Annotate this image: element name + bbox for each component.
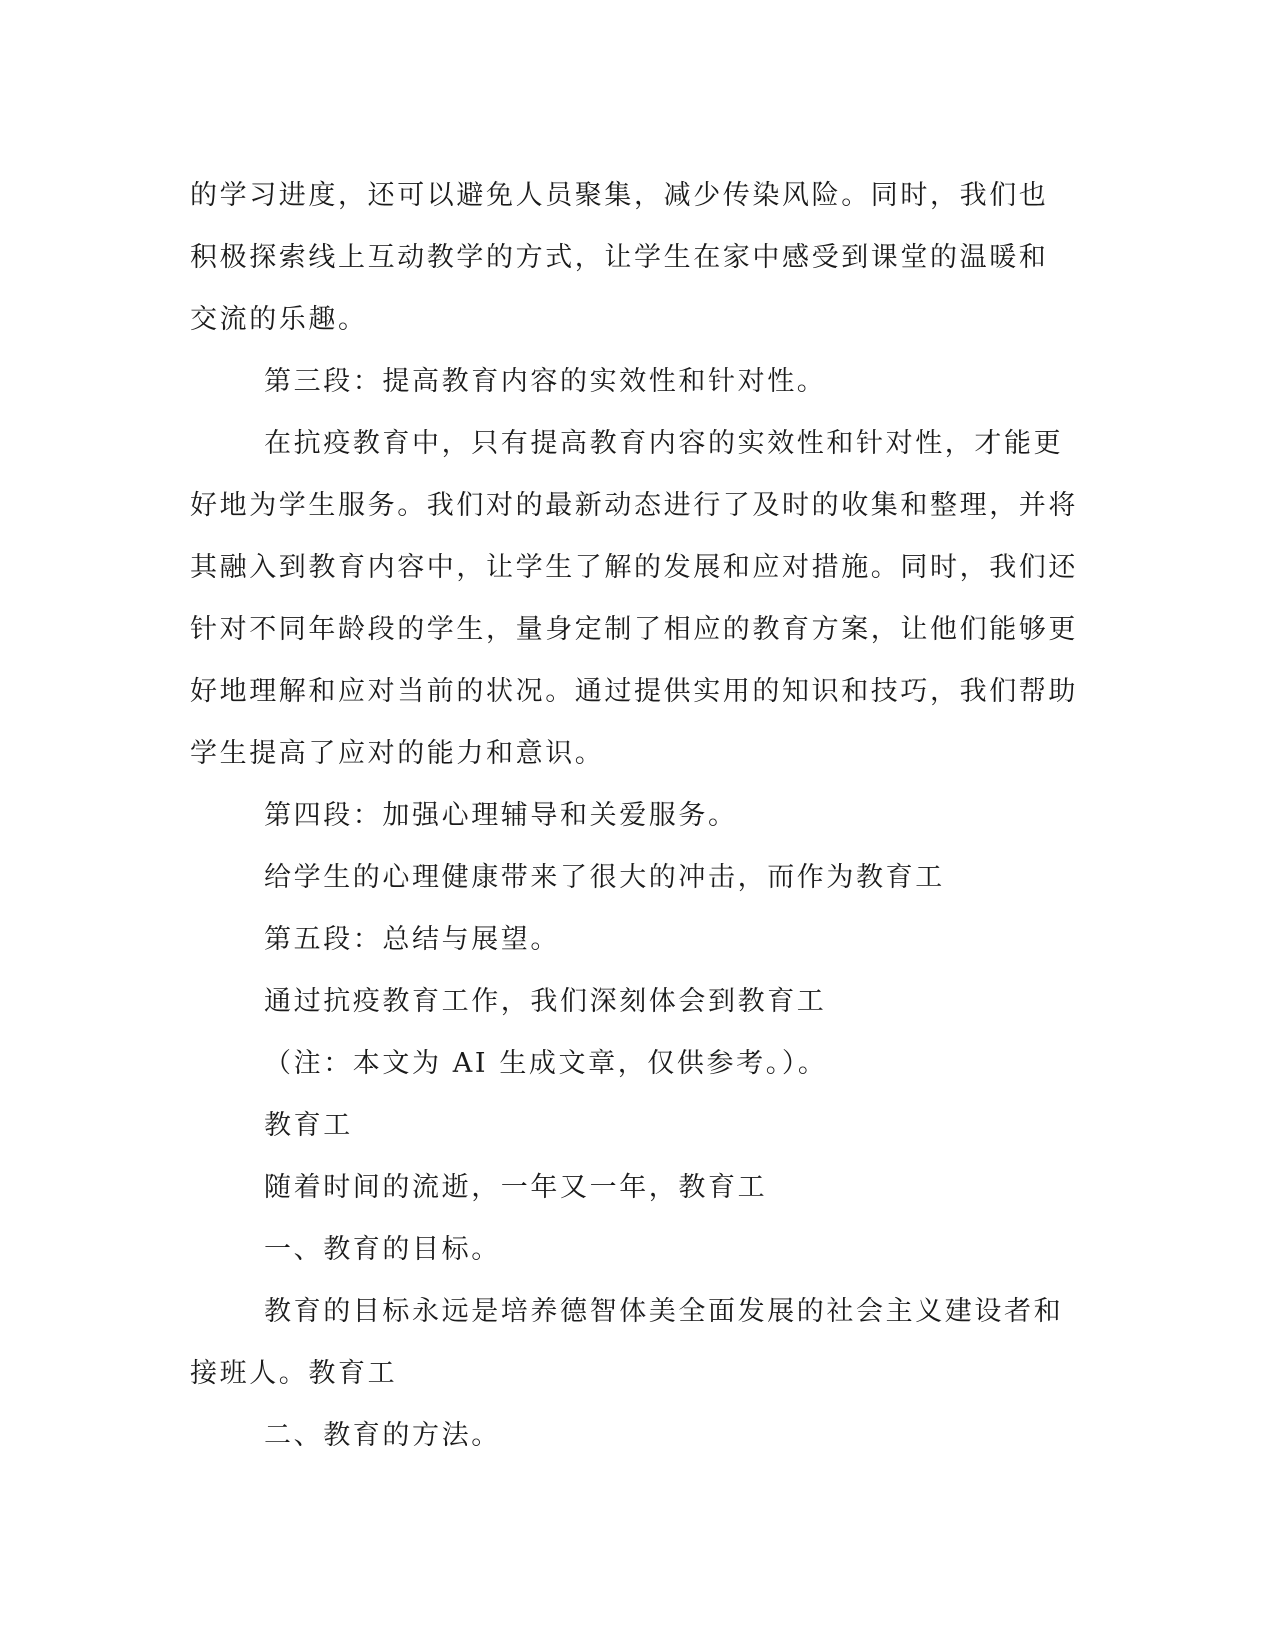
paragraph-section-4: 给学生的心理健康带来了很大的冲击，而作为教育工	[264, 862, 945, 893]
paragraph-continuation: 的学习进度，还可以避免人员聚集，减少传染风险。同时，我们也积极探索线上互动教学的方式，让学生在家中感受到课堂的温暖和交流的乐趣。	[190, 180, 1049, 335]
section-heading-3: 第三段：提高教育内容的实效性和针对性。	[264, 366, 827, 397]
paragraph-section-5: 通过抗疫教育工作，我们深刻体会到教育工	[264, 986, 827, 1017]
paragraph-section-3: 在抗疫教育中，只有提高教育内容的实效性和针对性，才能更好地为学生服务。我们对的最新动态进行了及时的收集和整理，并将其融入到教育内容中，让学生了解的发展和应对措施。同时，我们还针对不同年龄段的学生，量身定制了相应的教育方案，让他们能够更好地理解和应对当前的状况。通过提供实用的知识和技巧，我们帮助学生提高了应对的能力和意识。	[190, 428, 1078, 769]
subtitle-line: 教育工	[264, 1110, 353, 1141]
paragraph-goal: 教育的目标永远是培养德智体美全面发展的社会主义建设者和接班人。教育工	[190, 1296, 1064, 1389]
section-heading-4: 第四段：加强心理辅导和关爱服务。	[264, 800, 738, 831]
heading-method: 二、教育的方法。	[264, 1420, 501, 1451]
heading-goal: 一、教育的目标。	[264, 1234, 501, 1265]
section-heading-5: 第五段：总结与展望。	[264, 924, 560, 955]
document-body	[190, 165, 1080, 1467]
note-line: （注：本文为 AI 生成文章，仅供参考。）。	[264, 1048, 828, 1079]
intro-line: 随着时间的流逝，一年又一年，教育工	[264, 1172, 768, 1203]
